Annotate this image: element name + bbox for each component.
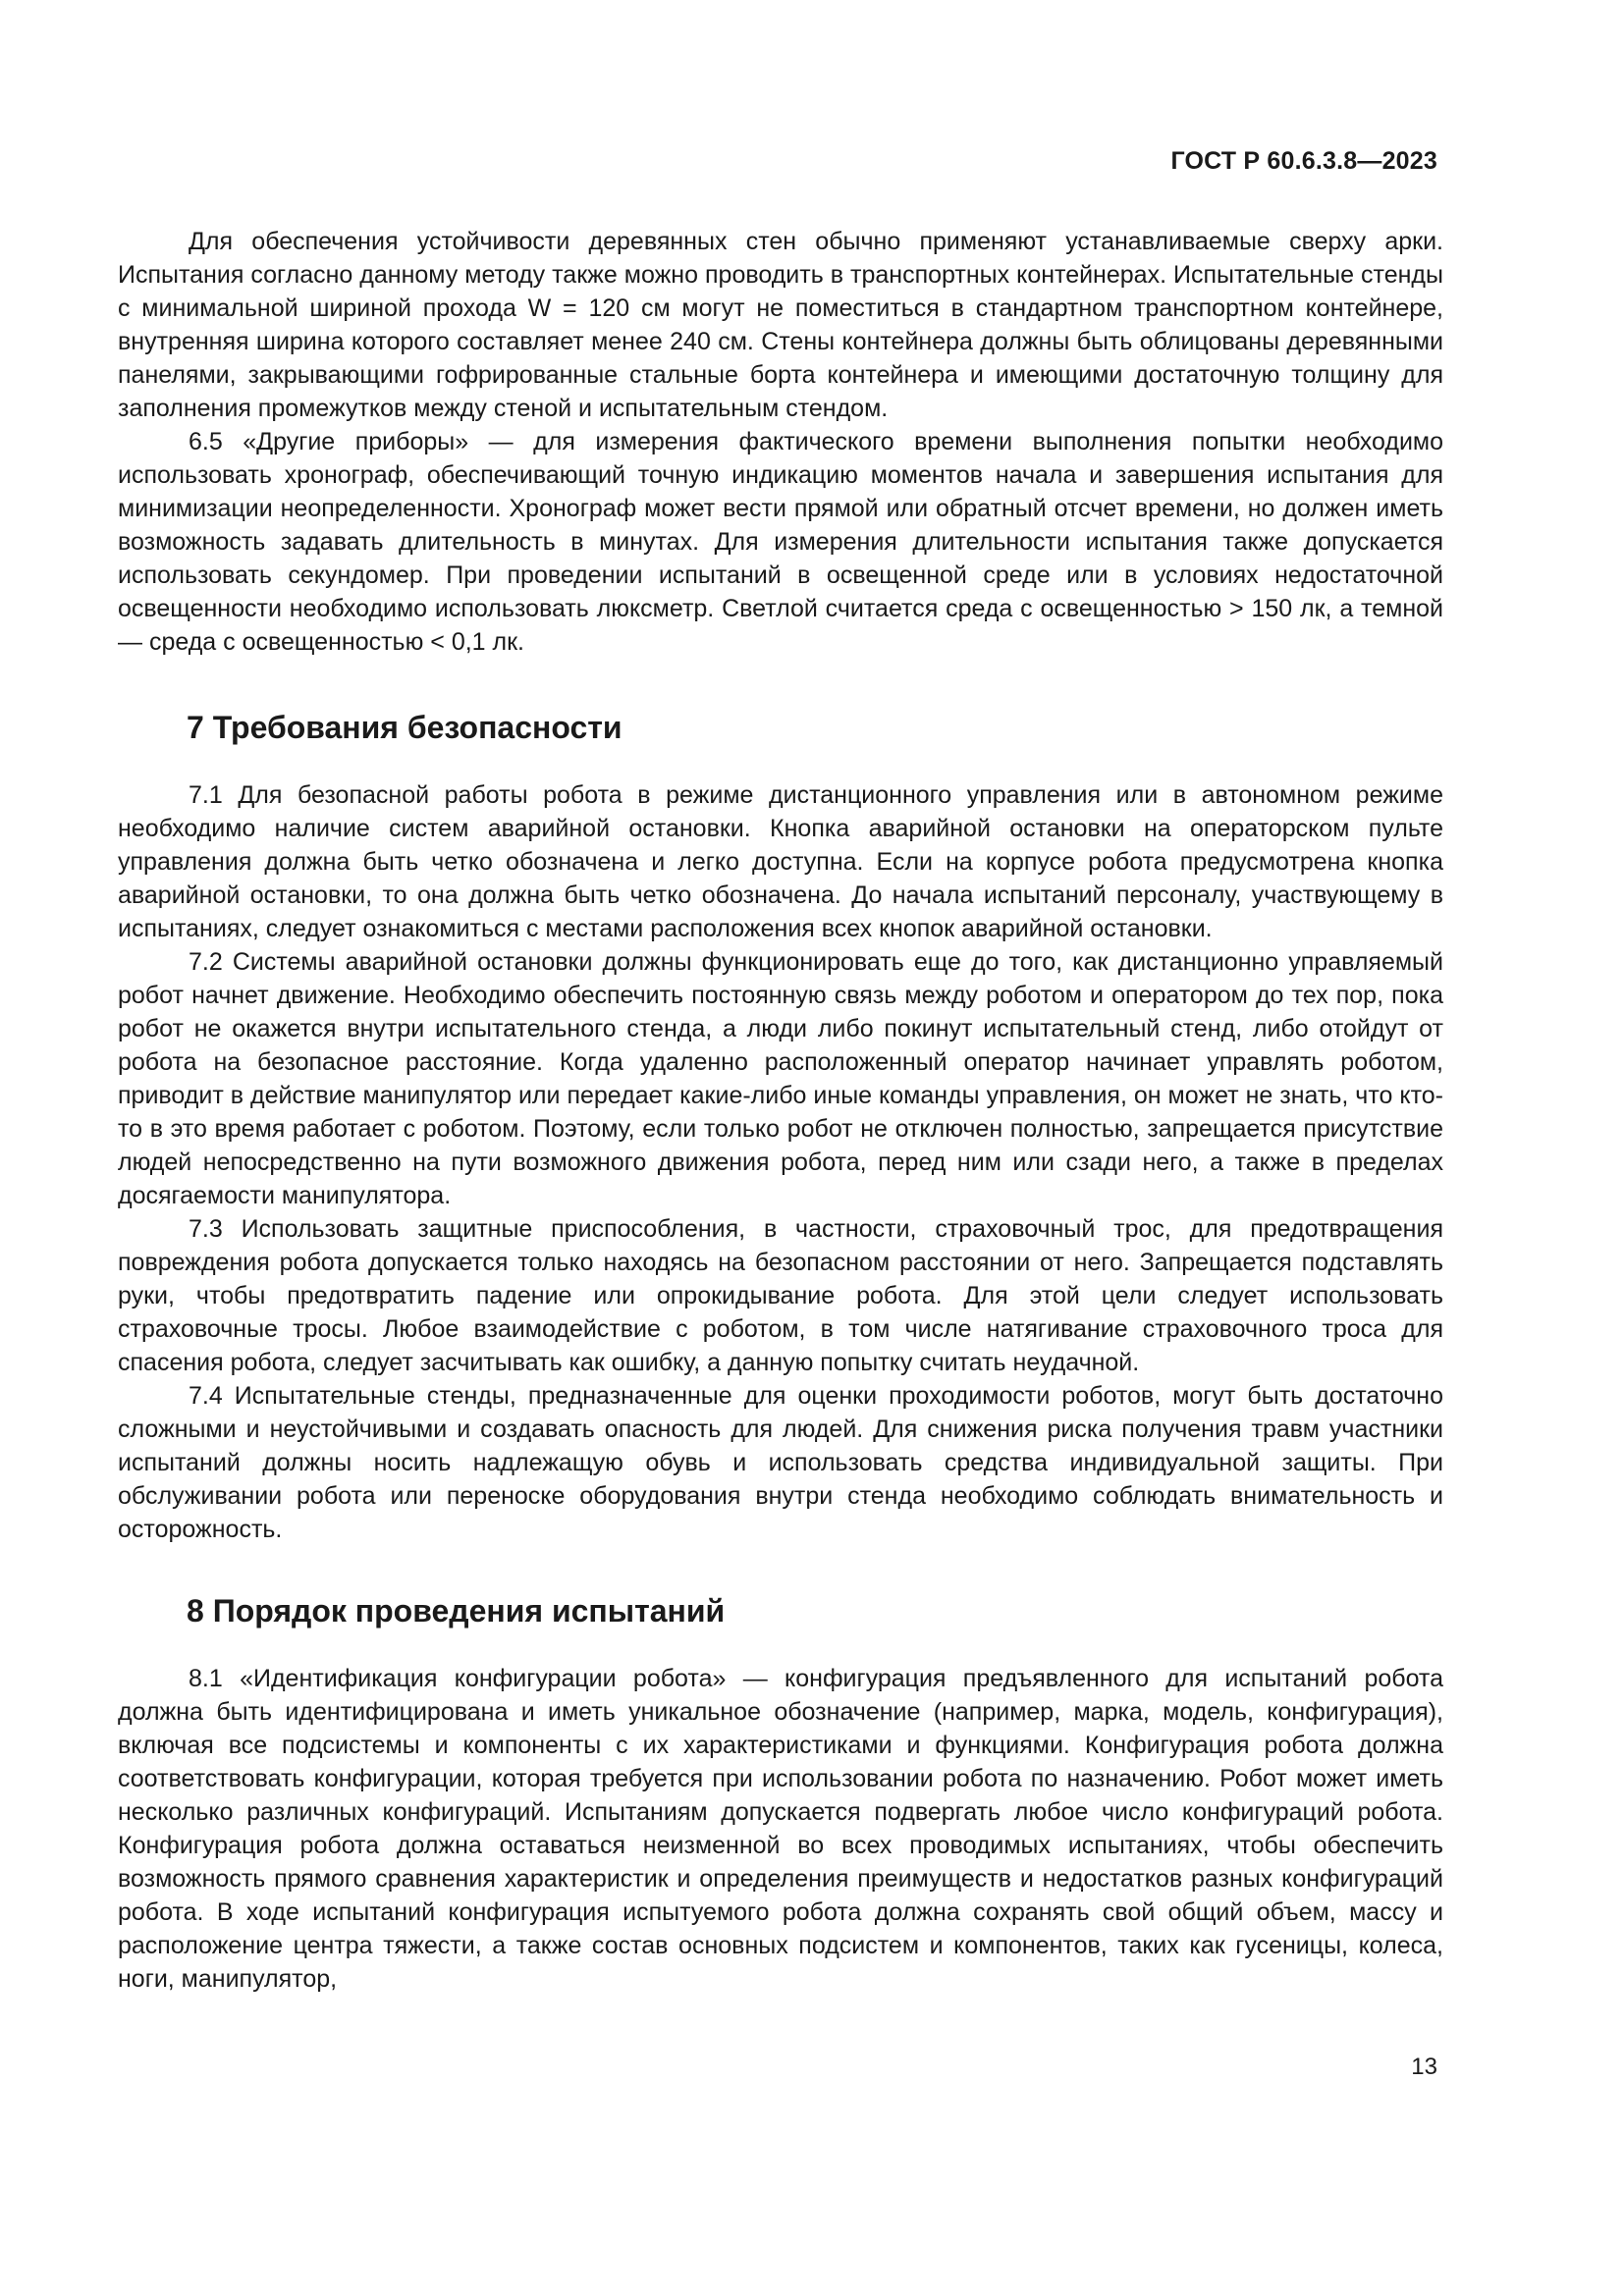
page-body — [118, 225, 1443, 1996]
paragraph-7-3: 7.3 Использовать защитные приспособления, в частности, страховочный трос, для предотвращения повреждения робота допускается только находясь на безопасном расстоянии от него. Запрещается подставлять руки, чтобы предотвратить падение или опрокидывание робота. Для этой цели следует использовать страховочные тросы. Любое взаимодействие с роботом, в том числе натягивание страховочного троса для спасения робота, следует засчитывать как ошибку, а данную попытку считать неудачной. — [118, 1215, 1443, 1376]
page-number: 13 — [1411, 2054, 1437, 2080]
document-header-code: ГОСТ Р 60.6.3.8—2023 — [1170, 147, 1437, 175]
section-7-heading: 7 Требования безопасности — [187, 710, 623, 745]
paragraph-7-4: 7.4 Испытательные стенды, предназначенные для оценки проходимости роботов, могут быть достаточно сложными и неустойчивыми и создавать опасность для людей. Для снижения риска получения травм участники испытаний должны носить надлежащую обувь и использовать средства индивидуальной защиты. При обслуживании робота или переноске оборудования внутри стенда необходимо соблюдать внимательность и осторожность. — [118, 1382, 1443, 1543]
paragraph-8-1: 8.1 «Идентификация конфигурации робота» — конфигурация предъявленного для испытаний робота должна быть идентифицирована и иметь уникальное обозначение (например, марка, модель, конфигурация), включая все подсистемы и компоненты с их характеристиками и функциями. Конфигурация робота должна соответствовать конфигурации, которая требуется при использовании робота по назначению. Робот может иметь несколько различных конфигураций. Испытаниям допускается подвергать любое число конфигураций робота. Конфигурация робота должна оставаться неизменной во всех проводимых испытаниях, чтобы обеспечить возможность прямого сравнения характеристик и определения преимуществ и недостатков разных конфигураций робота. В ходе испытаний конфигурация испытуемого робота должна сохранять свой общий объем, массу и расположение центра тяжести, а также состав основных подсистем и компонентов, таких как гусеницы, колеса, ноги, манипулятор, — [118, 1665, 1443, 1993]
paragraph-7-1: 7.1 Для безопасной работы робота в режиме дистанционного управления или в автономном режиме необходимо наличие систем аварийной остановки. Кнопка аварийной остановки на операторском пульте управления должна быть четко обозначена и легко доступна. Если на корпусе робота предусмотрена кнопка аварийной остановки, то она должна быть четко обозначена. До начала испытаний персоналу, участвующему в испытаниях, следует ознакомиться с местами расположения всех кнопок аварийной остановки. — [118, 781, 1443, 942]
paragraph-7-2: 7.2 Системы аварийной остановки должны функционировать еще до того, как дистанционно управляемый робот начнет движение. Необходимо обеспечить постоянную связь между роботом и оператором до тех пор, пока робот не окажется внутри испытательного стенда, а люди либо покинут испытательный стенд, либо отойдут от робота на безопасное расстояние. Когда удаленно расположенный оператор начинает управлять роботом, приводит в действие манипулятор или передает какие-либо иные команды управления, он может не знать, что кто-то в это время работает с роботом. Поэтому, если только робот не отключен полностью, запрещается присутствие людей непосредственно на пути возможного движения робота, перед ним или сзади него, а также в пределах досягаемости манипулятора. — [118, 948, 1443, 1209]
paragraph-intro-walls: Для обеспечения устойчивости деревянных стен обычно применяют устанавливаемые сверху арки. Испытания согласно данному методу также можно проводить в транспортных контейнерах. Испытательные стенды с минимальной шириной прохода W = 120 см могут не поместиться в стандартном транспортном контейнере, внутренняя ширина которого составляет менее 240 см. Стены контейнера должны быть облицованы деревянными панелями, закрывающими гофрированные стальные борта контейнера и имеющими достаточную толщину для заполнения промежутков между стеной и испытательным стендом. — [118, 228, 1443, 422]
paragraph-6-5: 6.5 «Другие приборы» — для измерения фактического времени выполнения попытки необходимо использовать хронограф, обеспечивающий точную индикацию моментов начала и завершения испытания для минимизации неопределенности. Хронограф может вести прямой или обратный отсчет времени, но должен иметь возможность задавать длительность в минутах. Для измерения длительности испытания также допускается использовать секундомер. При проведении испытаний в освещенной среде или в условиях недостаточной освещенности необходимо использовать люксметр. Светлой считается среда с освещенностью > 150 лк, а темной — среда с освещенностью < 0,1 лк. — [118, 428, 1443, 656]
section-8-heading: 8 Порядок проведения испытаний — [187, 1593, 726, 1629]
